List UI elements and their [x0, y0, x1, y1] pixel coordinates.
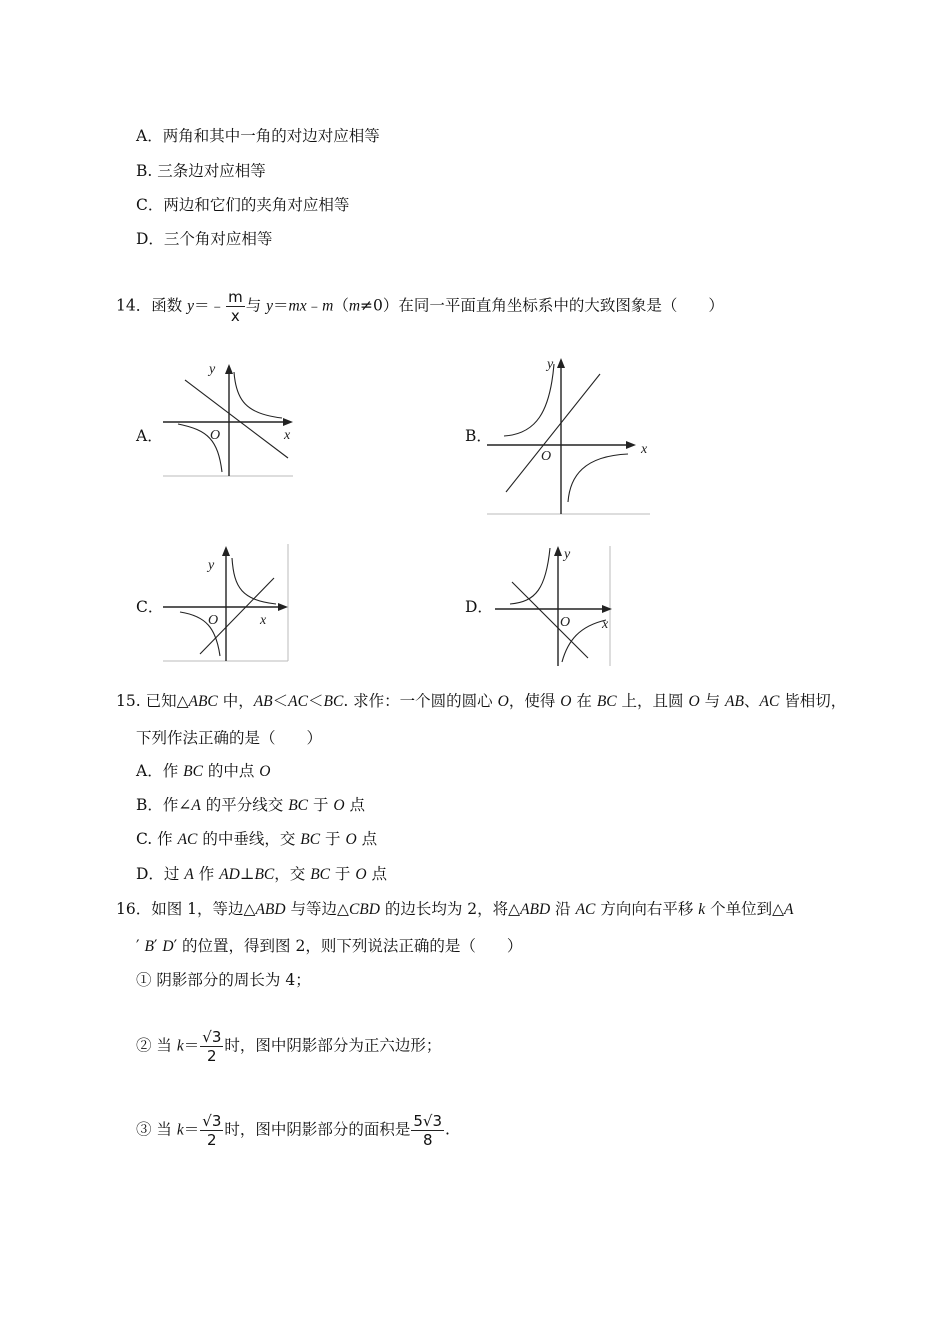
- q13-option-c: C．两边和它们的夹角对应相等: [136, 196, 350, 214]
- q15-option-c: C. 作 AC 的中垂线，交 BC 于 O 点: [136, 830, 378, 848]
- graph-b-hyperbola-2: [568, 454, 628, 502]
- q15-option-a: A．作 BC 的中点 O: [136, 762, 271, 780]
- graph-b: [484, 352, 654, 518]
- q16-statement-3: ③ 当 k＝ $\frac{√3}{2}$ 时，图中阴影部分的面积是 $\frac{5√3}{8}$ .: [136, 1112, 450, 1149]
- graph-a-origin: O: [210, 428, 221, 443]
- q16-statement-1: ① 阴影部分的周长为 4；: [136, 971, 311, 989]
- graph-b-x-arrow: [626, 441, 636, 449]
- q14-stem: 14．函数 y＝﹣ $\frac{m}{x}$ 与 y＝mx﹣m（m≠0）在同一平面直角坐标系中的大致图象是（ ）: [116, 288, 724, 325]
- graph-b-x-label: x: [641, 442, 648, 457]
- graph-d: [492, 542, 618, 668]
- graph-a: [160, 360, 300, 480]
- graph-d-x-label: x: [602, 617, 609, 632]
- q14-label-d: D．: [465, 598, 493, 616]
- graph-b-hyperbola-1: [504, 364, 554, 436]
- graph-c: [160, 540, 294, 664]
- graph-d-line: [512, 582, 588, 658]
- q16-s3-fraction: $\frac{√3}{2}$: [202, 1112, 222, 1149]
- q15-option-d: D．过 A 作 AD⊥BC，交 BC 于 O 点: [136, 865, 387, 883]
- q15-stem-line-1: 15. 已知△ABC 中，AB＜AC＜BC. 求作：一个圆的圆心 O，使得 O 在 BC 上，且圆 O 与 AB、AC 皆相切，: [116, 692, 847, 710]
- graph-a-line: [185, 380, 288, 458]
- q13-option-d: D．三个角对应相等: [136, 230, 273, 248]
- q13-option-a: A．两角和其中一角的对边对应相等: [136, 127, 380, 145]
- graph-c-x-arrow: [278, 603, 288, 611]
- graph-d-y-arrow: [554, 546, 562, 556]
- graph-b-y-arrow: [557, 358, 565, 368]
- q15-stem-line-2: 下列作法正确的是（ ）: [136, 729, 323, 747]
- graph-c-x-label: x: [260, 613, 267, 628]
- graph-c-y-label: y: [208, 558, 215, 573]
- q14-fraction: $\frac{m}{x}$: [228, 288, 243, 325]
- graph-c-origin: O: [208, 613, 219, 628]
- graph-c-y-arrow: [222, 546, 230, 556]
- q16-stem-line-2: ′ B′ D′ 的位置，得到图 2，则下列说法正确的是（ ）: [136, 937, 523, 955]
- q15-option-b: B．作∠A 的平分线交 BC 于 O 点: [136, 796, 366, 814]
- graph-b-origin: O: [541, 449, 552, 464]
- graph-a-x-label: x: [284, 428, 291, 443]
- graph-d-hyperbola-1: [510, 548, 550, 604]
- graph-b-y-label: y: [547, 357, 554, 372]
- q14-label-a: A．: [136, 427, 163, 445]
- q14-label-c: C．: [136, 598, 164, 616]
- graph-a-y-arrow: [225, 364, 233, 374]
- q14-label-b: B．: [465, 427, 492, 445]
- graph-d-y-label: y: [564, 547, 571, 562]
- q16-s2-fraction: $\frac{√3}{2}$: [202, 1028, 222, 1065]
- q16-statement-2: ② 当 k＝ $\frac{√3}{2}$ 时，图中阴影部分为正六边形；: [136, 1028, 442, 1065]
- graph-a-x-arrow: [283, 418, 293, 426]
- q16-s3-area-fraction: $\frac{5√3}{8}$: [413, 1112, 443, 1149]
- graph-a-hyperbola-1: [234, 372, 282, 418]
- q13-option-b: B. 三条边对应相等: [136, 162, 266, 180]
- q16-stem-line-1: 16．如图 1，等边△ABD 与等边△CBD 的边长均为 2，将△ABD 沿 AC 方向向右平移 k 个单位到△A: [116, 900, 794, 918]
- graph-a-y-label: y: [209, 362, 216, 377]
- graph-d-origin: O: [560, 615, 571, 630]
- graph-c-hyperbola-1: [232, 558, 276, 604]
